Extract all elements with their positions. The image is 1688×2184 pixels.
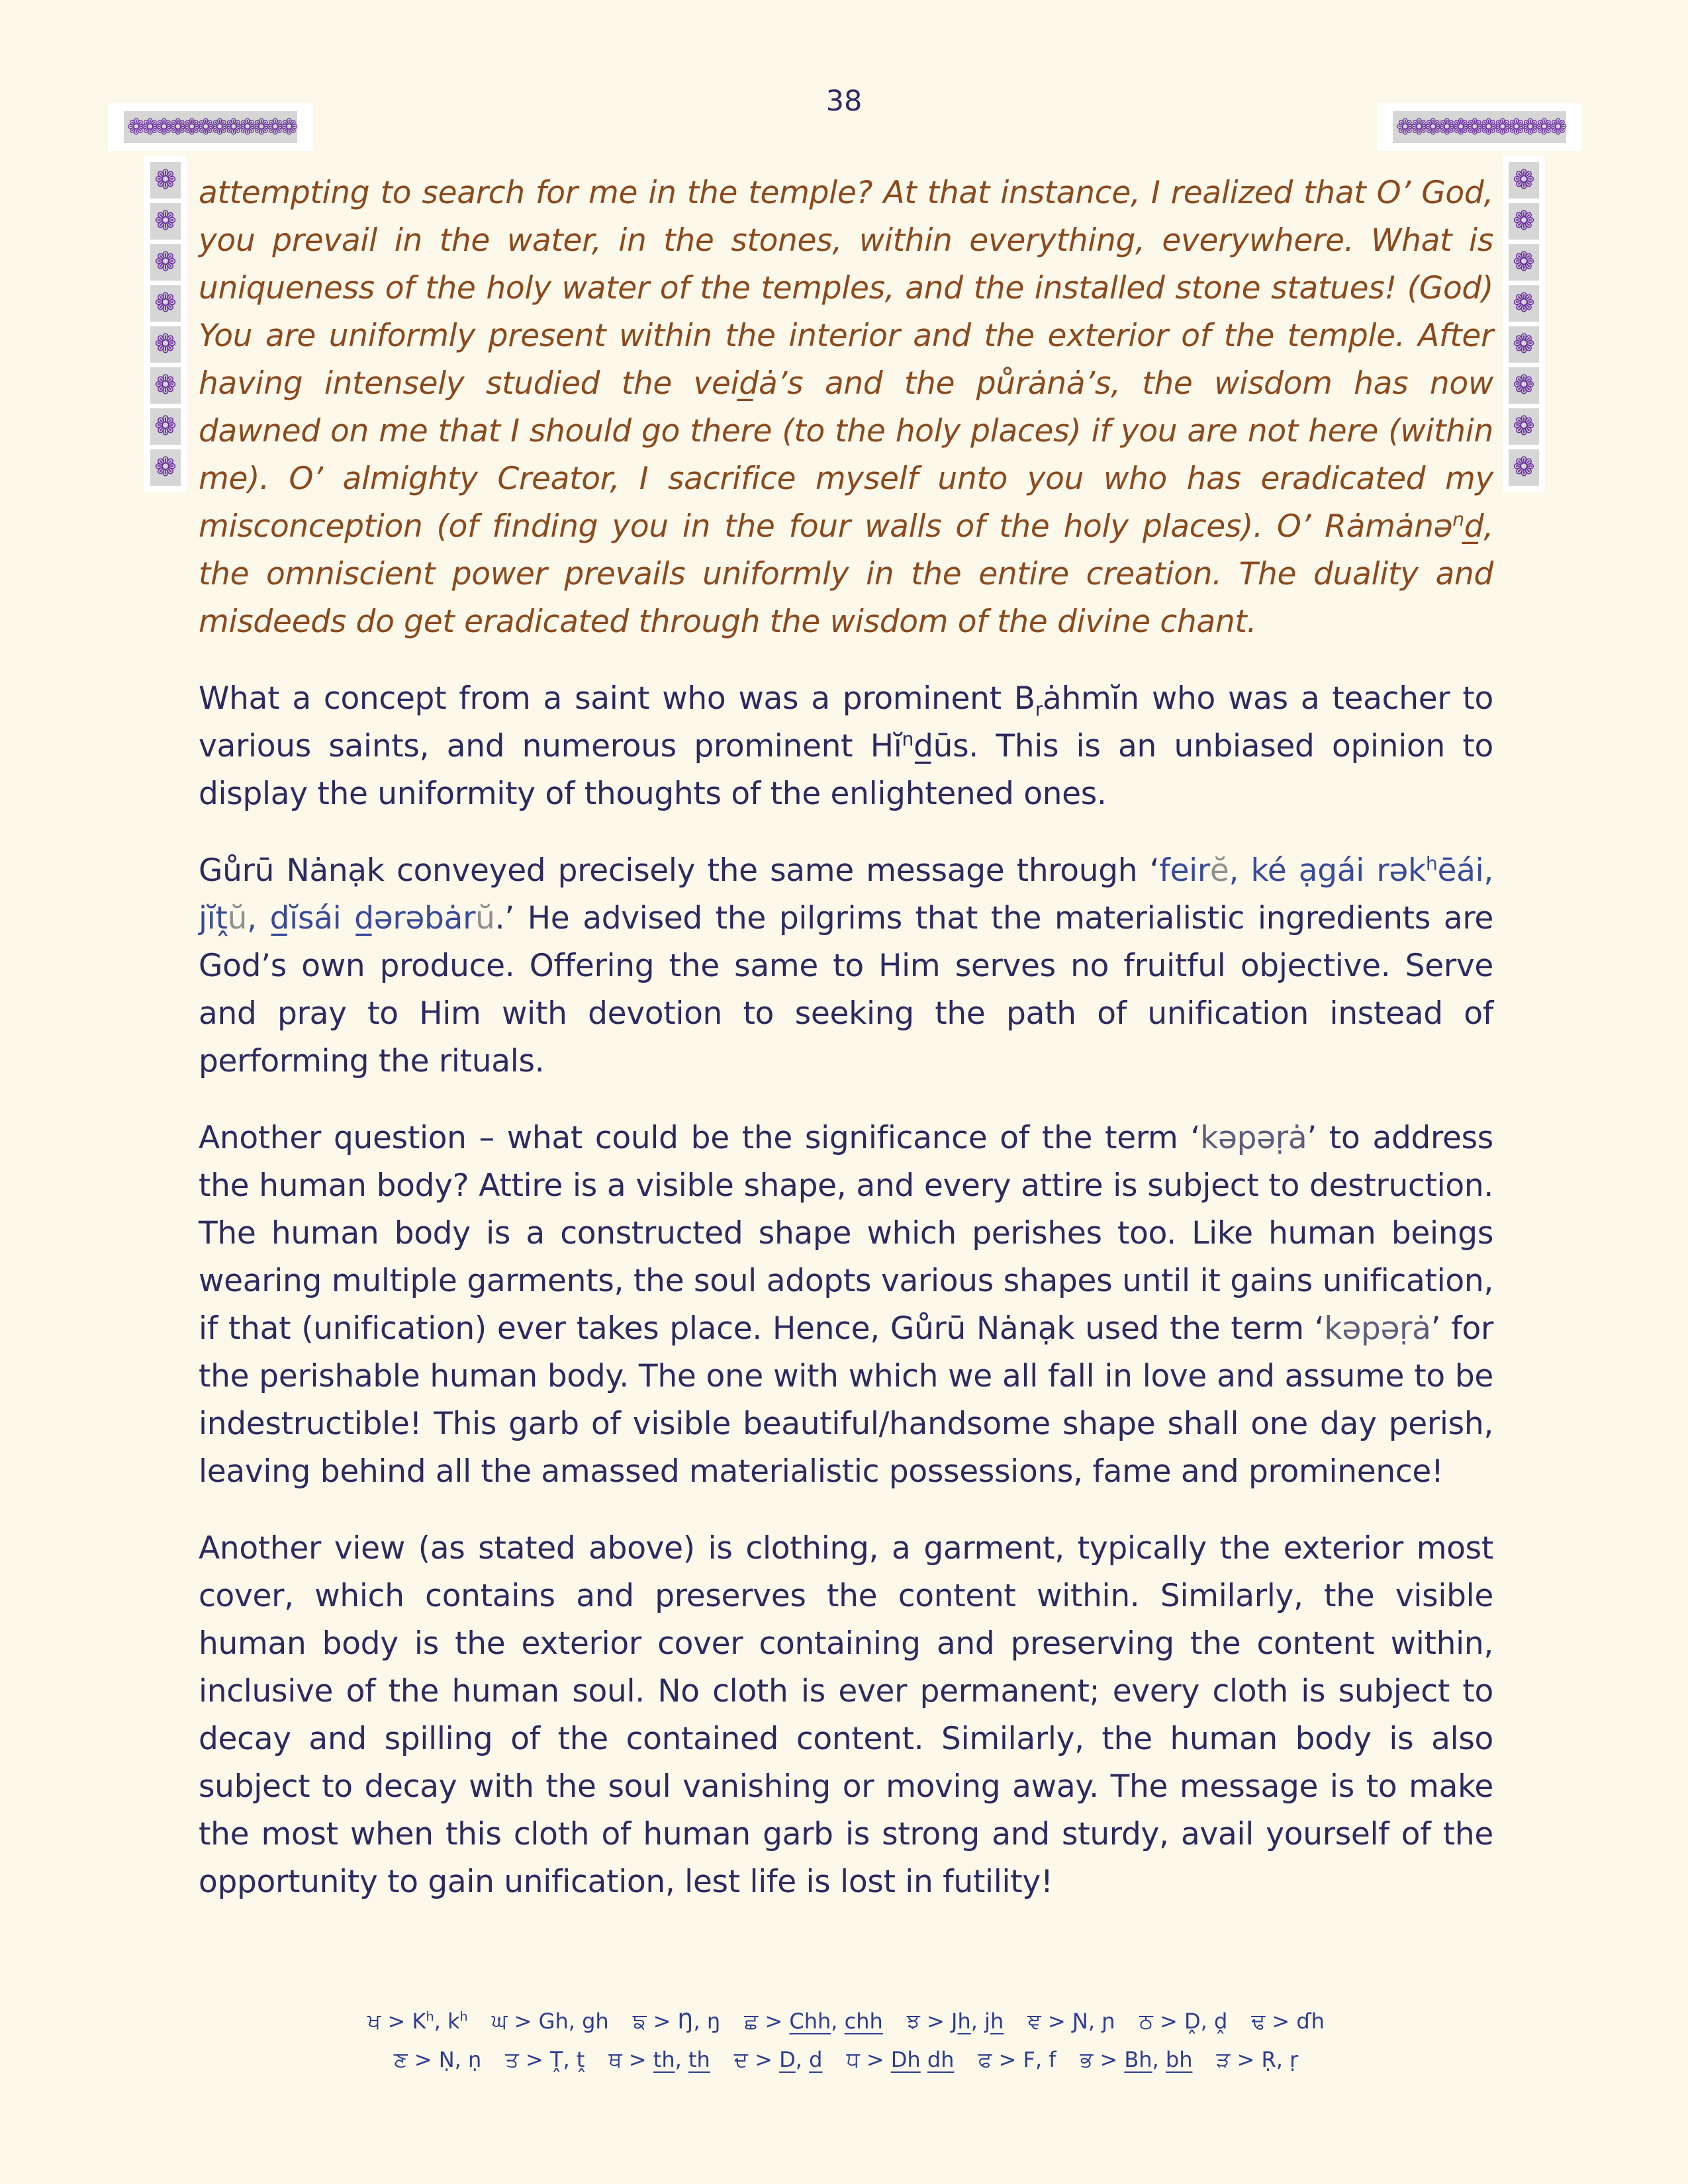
ornament-strip-left	[144, 156, 187, 492]
flower-icon: ❁	[238, 114, 257, 140]
text-segment: d̲ūs. This is an unbiased opinion to display the uniformity of thoughts of the enlightened ones.	[199, 728, 1493, 812]
paragraph	[199, 1115, 1493, 1496]
text-segment: kəpəṛȧ	[1200, 1120, 1307, 1156]
text-segment: chh	[844, 2009, 883, 2034]
flower-icon: ❁	[150, 367, 181, 404]
text-segment: , k	[434, 2009, 460, 2034]
paragraph	[199, 1525, 1493, 1906]
translit-key-row	[199, 2040, 1493, 2079]
flower-icon: ❁	[127, 114, 146, 140]
flower-icon: ❁	[150, 326, 181, 363]
text-segment: ਝ > J	[906, 2009, 958, 2034]
page-number: 38	[825, 85, 863, 118]
flower-icon: ❁	[211, 114, 229, 140]
flower-icon: ❁	[1396, 114, 1415, 140]
flower-icon: ❁	[1507, 114, 1526, 140]
text-segment: ਤ > Ṱ, ṱ	[505, 2047, 585, 2072]
text-segment: Another view (as stated above) is clothing, a garment, typically the exterior most cover, which contains and preserves the content within. Similarly, the visible human body is the exterior cover containing and preserving the content within, inclusive of the human soul. No cloth is ever permanent; every cloth is subject to decay and spilling of the contained content. Similarly, the human body is also subject to decay with the soul vanishing or moving away. The message is to make the most when this cloth of human garb is strong and sturdy, avail yourself of the opportunity to gain unification, lest life is lost in futility!	[199, 1530, 1493, 1900]
flower-icon: ❁	[150, 449, 181, 486]
text-segment: feir	[1159, 852, 1210, 889]
translit-mapping	[608, 2040, 710, 2079]
text-segment: ਥ >	[608, 2047, 653, 2072]
text-segment: ’ to address the human body? Attire is a visible shape, and every attire is subject to destruction. The human body is a constructed shape which perishes too. Like human beings wearing multiple garments, the soul adopts various shapes until it gains unification, if that (unification) ever takes place. Hence, Gůrū Nȧnạk used the term ‘	[199, 1120, 1493, 1347]
text-segment: ,	[795, 2047, 810, 2072]
flower-icon: ❁	[280, 114, 299, 140]
text-segment: Dh	[890, 2047, 921, 2072]
text-segment: Another question – what could be the significance of the term ‘	[199, 1120, 1201, 1156]
text-segment: h	[990, 2009, 1004, 2034]
flower-icon: ❁	[1509, 203, 1539, 240]
text-segment: n	[902, 728, 914, 751]
text-segment: ŭ	[475, 900, 495, 936]
translit-key-row	[199, 2002, 1493, 2040]
text-segment: ,	[831, 2009, 845, 2034]
translit-mapping	[633, 2002, 721, 2040]
flower-row-top-left	[124, 111, 297, 143]
text-segment: ਠ > Ḓ, ḓ	[1139, 2009, 1228, 2034]
text-segment: ȧhmĭn who was a teacher to various saints, and numerous prominent Hĭ	[199, 680, 1493, 764]
text-segment: Bh	[1124, 2047, 1152, 2072]
flower-icon: ❁	[266, 114, 285, 140]
text-segment: ਭ >	[1080, 2047, 1125, 2072]
text-segment: dh	[927, 2047, 955, 2072]
flower-icon: ❁	[1535, 114, 1554, 140]
translit-mapping	[1216, 2040, 1298, 2079]
transliteration-key	[199, 2002, 1493, 2079]
text-segment: ਙ > Ŋ, ŋ	[632, 2009, 721, 2034]
flower-column-left	[150, 162, 181, 486]
text-segment: Chh	[789, 2009, 831, 2034]
text-segment: .’ He advised the pilgrims that the materialistic ingredients are God’s own produce. Offering the same to Him serves no fruitful objective. Serve and pray to Him with devotion to seeking the path of unification instead of performing the rituals.	[199, 900, 1494, 1079]
flower-icon: ❁	[197, 114, 215, 140]
text-segment	[921, 2047, 927, 2072]
text-segment: ēái, jĭṱ	[199, 852, 1493, 936]
flower-icon: ❁	[150, 285, 181, 322]
translit-mapping	[1080, 2040, 1193, 2079]
flower-icon: ❁	[150, 203, 181, 240]
flower-row-top-right	[1393, 111, 1566, 143]
text-segment: ,	[675, 2047, 688, 2072]
text-segment: Gůrū Nȧnạk conveyed precisely the same message through ‘	[199, 852, 1160, 889]
text-segment: D	[779, 2047, 796, 2072]
text-segment: attempting to search for me in the temple? At that instance, I realized that O’ God, you prevail in the water, in the stones, within everything, everywhere. What is uniqueness of the holy water of the temples, and the installed stone statues! (God) You are uniformly present within the interior and the exterior of the temple. After having intensely studied the veid̲ȧ’s and the půrȧnȧ’s, the wisdom has now dawned on me that I should go there (to the holy places) if you are not here (within me). O’ almighty Creator, I sacrifice myself unto you who has eradicated my misconception (of finding you in the four walls of the holy places). O’ Rȧmȧnə	[199, 175, 1493, 545]
flower-icon: ❁	[1521, 114, 1540, 140]
text-segment: n	[1452, 508, 1464, 531]
text-segment: ŭ	[227, 900, 248, 936]
flower-icon: ❁	[150, 244, 181, 281]
text-segment: ਫ > F, f	[978, 2047, 1056, 2072]
translit-mapping	[734, 2040, 823, 2079]
text-segment: ਛ >	[744, 2009, 790, 2034]
text-segment: d̲, the omniscient power prevails uniformly in the entire creation. The duality and misdeeds do get eradicated through the wisdom of the divine chant.	[199, 508, 1493, 640]
paragraph	[199, 847, 1493, 1085]
text-segment: ੜ > Ṛ, ṛ	[1216, 2047, 1299, 2072]
translit-mapping	[394, 2040, 482, 2079]
flower-icon: ❁	[1509, 162, 1539, 199]
text-segment: ਦ >	[733, 2047, 780, 2072]
flower-icon: ❁	[150, 408, 181, 445]
translit-mapping	[744, 2002, 883, 2040]
flower-icon: ❁	[150, 162, 181, 199]
flower-icon: ❁	[1424, 114, 1442, 140]
flower-icon: ❁	[1509, 244, 1539, 281]
text-segment: kəpəṛȧ	[1324, 1310, 1431, 1347]
flower-icon: ❁	[1509, 408, 1539, 445]
translit-mapping	[367, 2002, 468, 2040]
text-segment: h	[1425, 852, 1438, 875]
flower-icon: ❁	[224, 114, 243, 140]
flower-icon: ❁	[1509, 367, 1539, 404]
flower-icon: ❁	[155, 114, 173, 140]
flower-icon: ❁	[141, 114, 160, 140]
flower-icon: ❁	[1493, 114, 1512, 140]
text-segment: What a concept from a saint who was a prominent B	[199, 680, 1035, 717]
page-body	[199, 169, 1493, 1935]
flower-icon: ❁	[1509, 449, 1539, 486]
flower-icon: ❁	[1410, 114, 1429, 140]
flower-icon: ❁	[1438, 114, 1456, 140]
text-segment: ’ for the perishable human body. The one with which we all fall in love and assume to be indestructible! This garb of visible beautiful/handsome shape shall one day perish, leaving behind all the amassed materialistic possessions, fame and prominence!	[199, 1310, 1493, 1490]
translit-mapping	[1139, 2002, 1227, 2040]
text-segment: d	[809, 2047, 823, 2072]
flower-icon: ❁	[1466, 114, 1484, 140]
text-segment: h	[957, 2009, 971, 2034]
translit-mapping	[492, 2002, 609, 2040]
ornament-strip-right	[1503, 156, 1545, 492]
text-segment: bh	[1165, 2047, 1193, 2072]
flower-icon: ❁	[1509, 326, 1539, 363]
translit-mapping	[907, 2002, 1004, 2040]
text-segment: h	[426, 2009, 434, 2025]
translit-mapping	[846, 2040, 954, 2079]
flower-icon: ❁	[1509, 285, 1539, 322]
flower-icon: ❁	[1452, 114, 1470, 140]
flower-column-right	[1509, 162, 1539, 486]
text-segment: r	[1035, 698, 1043, 721]
text-segment: , ké ạgái rək	[1229, 852, 1426, 889]
text-segment: ਧ >	[846, 2047, 891, 2072]
text-segment: th	[653, 2047, 675, 2072]
text-segment: ਘ > Gh, gh	[491, 2009, 609, 2034]
translit-mapping	[978, 2040, 1056, 2079]
translit-mapping	[505, 2040, 585, 2079]
flower-icon: ❁	[1479, 114, 1498, 140]
paragraph	[199, 675, 1493, 818]
flower-icon: ❁	[169, 114, 187, 140]
flower-icon: ❁	[252, 114, 271, 140]
ornament-strip-top-right	[1377, 103, 1582, 151]
text-segment: ਖ > K	[367, 2009, 426, 2034]
translit-mapping	[1027, 2002, 1115, 2040]
text-segment: th	[688, 2047, 710, 2072]
translit-mapping	[1251, 2002, 1325, 2040]
paragraph	[199, 169, 1493, 646]
text-segment: ਣ > Ṇ, ṇ	[393, 2047, 482, 2072]
text-segment: ਞ > Ɲ, ɲ	[1027, 2009, 1115, 2034]
text-segment: ਢ > ɗh	[1251, 2009, 1325, 2034]
text-segment: h	[459, 2009, 468, 2025]
flower-icon: ❁	[183, 114, 201, 140]
text-segment: ĕ	[1209, 852, 1229, 889]
text-segment: , j	[970, 2009, 990, 2034]
ornament-strip-top-left	[108, 103, 313, 151]
text-segment: ,	[1152, 2047, 1166, 2072]
flower-icon: ❁	[1549, 114, 1568, 140]
text-segment: , d̲ĭsái d̲ərəbȧr	[247, 900, 476, 936]
